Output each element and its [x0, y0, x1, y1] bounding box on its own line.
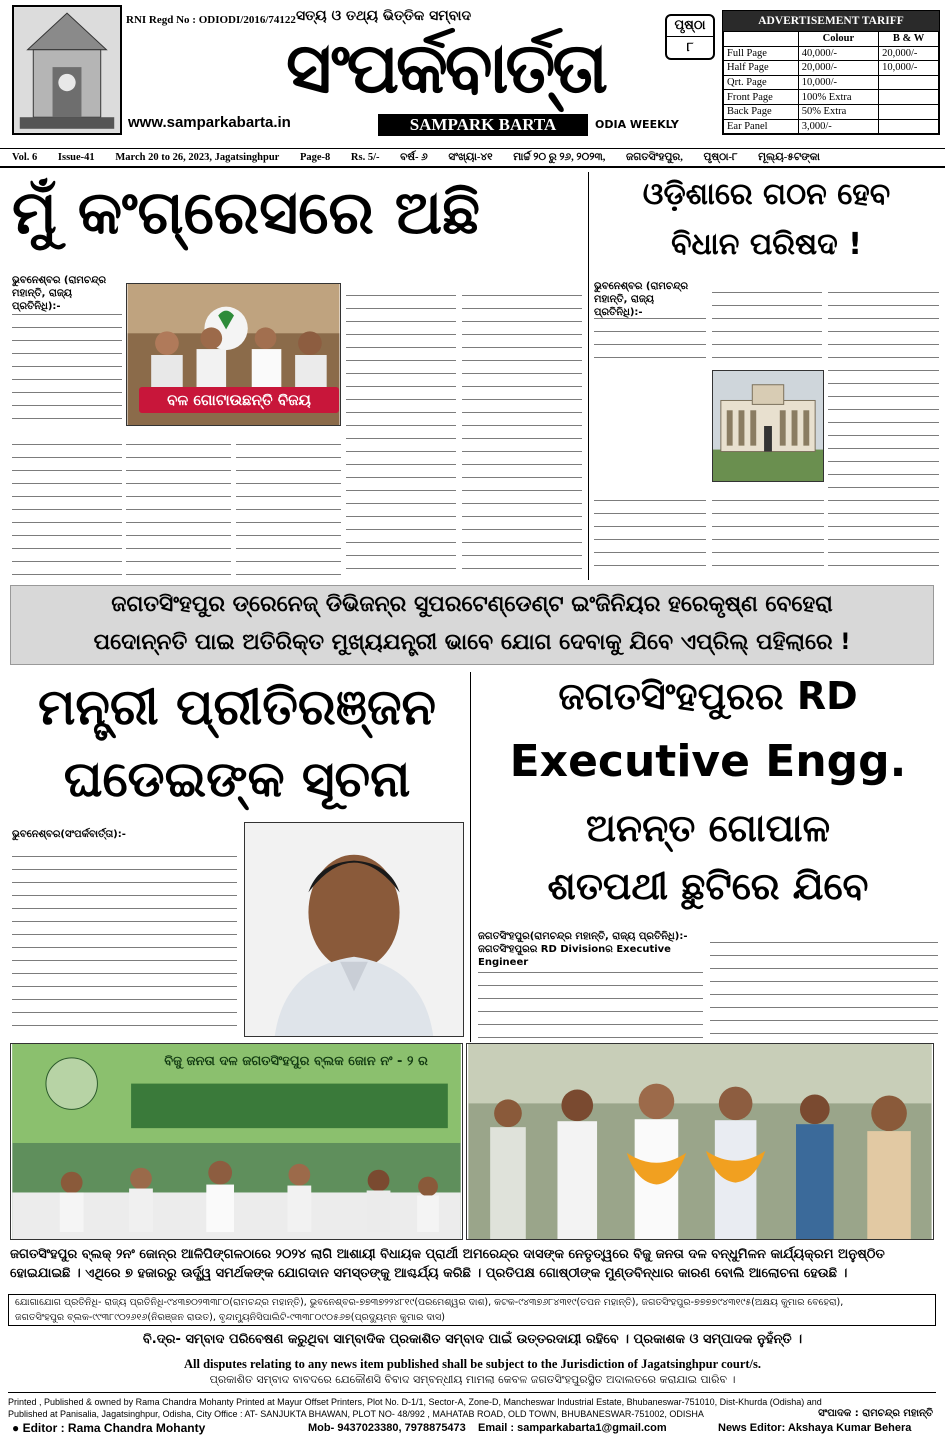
imprint-line2: Published at Panisalia, Jagatsinghpur, Odisha, City Office : AT- SANJUKTA BHAWAN, PLOT NO- 48/992 , MAHATAB ROAD, OLD TOWN, BHUBANESWAR-751002, ODISHA	[8, 1409, 704, 1419]
contact-box	[8, 1294, 936, 1326]
tariff-cell: 10,000/-	[798, 75, 878, 90]
tariff-row	[724, 75, 939, 90]
tariff-row	[724, 90, 939, 105]
story1-body-col4	[346, 283, 456, 578]
tariff-cell: 3,000/-	[798, 119, 878, 134]
slogan: ସତ୍ୟ ଓ ତଥ୍ୟ ଭିତ୍ତିକ ସମ୍ବାଦ	[296, 8, 472, 24]
temple-logo	[12, 5, 122, 135]
tariff-cell: 100% Extra	[798, 90, 878, 105]
tariff-cell: 10,000/-	[879, 61, 939, 76]
story1-body-col2	[126, 432, 231, 582]
story2-body-col5	[712, 488, 824, 578]
page-number-text: Page-8	[299, 152, 331, 163]
story2-body-col4	[594, 488, 706, 578]
story4-headline-line1: ଜଗତସିଂହପୁରର RD	[558, 674, 858, 718]
tariff-cell	[879, 90, 939, 105]
news-editor: News Editor: Akshaya Kumar Behera	[718, 1422, 912, 1434]
tariff-cell: 40,000/-	[798, 46, 878, 61]
column-divider	[588, 172, 589, 580]
story4-body-col2	[710, 930, 938, 1038]
story1-byline: ଭୁବନେଶ୍ବର (ରାମଚନ୍ଦ୍ର ମହାନ୍ତି, ରାଜ୍ୟ ପ୍ରତିନିଧି):-	[12, 275, 107, 312]
story1-photo	[126, 283, 341, 426]
story1-photo-caption: ବଳ ଗୋଟାଉଛନ୍ତି ବିଜୟ	[139, 387, 339, 413]
editor-odia: ସଂପାଦକ : ରାମଚନ୍ଦ୍ର ମହାନ୍ତି	[818, 1408, 933, 1419]
tariff-header: Colour	[798, 32, 878, 47]
tariff-cell: Front Page	[724, 90, 799, 105]
story4-byline: ଜଗତସିଂହପୁର(ରାମଚନ୍ଦ୍ର ମହାନ୍ତି, ରାଜ୍ୟ ପ୍ରତିନିଧି):- ଜଗତସିଂହପୁରର RD Divisionର Executive Engineer	[478, 931, 688, 968]
tariff-cell: Half Page	[724, 61, 799, 76]
story2-body-col3	[828, 280, 939, 578]
story4-body-col1	[478, 960, 703, 1038]
imprint	[8, 1392, 936, 1420]
tariff-cell: Qrt. Page	[724, 75, 799, 90]
banner-line1: ଜଗତସିଂହପୁର ଡ୍ରେନେଜ୍ ଡିଭିଜନ୍‌ର ସୁପରଟେଣ୍ଡେଣ୍ଟ ଇଂଜିନିୟର ହରେକୃଷ୍ଣ ବେହେରା	[111, 592, 833, 617]
story2-headline-line2: ବିଧାନ ପରିଷଦ !	[671, 227, 862, 262]
column-divider	[470, 672, 471, 1042]
editor-name: ● Editor : Rama Chandra Mohanty	[12, 1421, 206, 1435]
contacts-line2: ଜଗତସିଂହପୁର ବ୍ଲକ-୯୯୩୮୯୦୨୬୧୬(ନିରଞ୍ଜନ ରାଉତ), ବୃନ୍ଦାମ୍ୟୁନିସିପାଲିଟି-୯୩୩୮୦୯୦୫୬୭(ପ୍ରଦ୍ୟୁମ୍ନ କୁମାର ଦାସ)	[15, 1312, 445, 1323]
tariff-row	[724, 119, 939, 134]
odia-page: ପୃଷ୍ଠା-୮	[703, 152, 738, 163]
tariff-row	[724, 104, 939, 119]
story3-byline: ଭୁବନେଶ୍ବର(ସଂପର୍କବାର୍ତ୍ତା):-	[12, 829, 126, 840]
odia-place: ଜଗତସିଂହପୁର,	[625, 152, 683, 163]
volume: Vol. 6	[12, 152, 38, 163]
tariff-cell	[879, 75, 939, 90]
tariff-row	[724, 46, 939, 61]
tariff-cell: 20,000/-	[798, 61, 878, 76]
story1-headline: ମୁଁ କଂଗ୍ରେସରେ ଅଛି	[12, 178, 481, 248]
odia-volume: ବର୍ଷ- ୬	[400, 152, 428, 163]
odia-issue: ସଂଖ୍ୟା-୪୧	[448, 152, 493, 163]
price: Rs. 5/-	[350, 152, 380, 163]
page-number: ୮	[686, 40, 694, 55]
email-address[interactable]: Email : samparkabarta1@gmail.com	[478, 1422, 667, 1434]
tariff-cell: 20,000/-	[879, 46, 939, 61]
tariff-cell: Ear Panel	[724, 119, 799, 134]
tariff-row	[724, 61, 939, 76]
website-link[interactable]: www.samparkabarta.in	[128, 114, 291, 131]
jurisdiction-disclaimer: All disputes relating to any news item published shall be subject to the Jurisdiction of Jagatsinghpur court/s.	[183, 1357, 762, 1371]
odia-date: ମାର୍ଚ୍ଚ ୨୦ ରୁ ୨୬, ୨୦୨୩,	[513, 152, 606, 163]
newspaper-title: ସଂପର୍କବାର୍ତ୍ତା	[286, 27, 605, 109]
minister-portrait	[244, 822, 464, 1037]
temple-emblem-icon	[14, 7, 120, 133]
contacts-line1: ଯୋଗାଯୋଗ ପ୍ରତିନିଧି- ରାଜ୍ୟ ପ୍ରତିନିଧି-୯୪୩୭୦୨୩୩୮୦(ରାମଚନ୍ଦ୍ର ମହାନ୍ତି), ଭୁବନେଶ୍ବର-୭୭୩୭୨୨୪୮୧୯(ପରମେଶ୍ୱର ଦାଶ), କଟକ-୯୪୩୭୬୮୪୩୧୯(ତପନ ମହାନ୍ତି), ଜଗତସିଂହପୁର-୭୭୭୭୯୪୩୧୯୫(ଅକ୍ଷୟ କୁମାର ବେହେରା),	[15, 1297, 844, 1308]
page-badge	[665, 14, 715, 60]
tariff-cell: Back Page	[724, 104, 799, 119]
story1-body-col5	[462, 283, 582, 578]
footer-row	[8, 1418, 936, 1438]
story2-body-col1	[594, 306, 706, 366]
edition-type: ODIA WEEKLY	[595, 118, 679, 131]
tariff-cell: 50% Extra	[798, 104, 878, 119]
tariff-cell	[879, 119, 939, 134]
bjd-rally-photo	[466, 1043, 934, 1240]
story1-body-col1b	[12, 432, 122, 582]
rni-number: RNI Regd No : ODIODI/2016/74122	[126, 14, 296, 26]
story4-headline-line2: Executive Engg.	[509, 736, 907, 787]
tariff-title: ADVERTISEMENT TARIFF	[723, 11, 939, 31]
story4-headline-line4: ଶତପଥୀ ଛୁଟିରେ ଯିବେ	[547, 864, 869, 908]
page-label: ପୃଷ୍ଠା	[667, 16, 713, 37]
masthead	[0, 0, 945, 142]
story2-byline: ଭୁବନେଶ୍ବର (ରାମଚନ୍ଦ୍ର ମହାନ୍ତି, ରାଜ୍ୟ ପ୍ରତିନିଧି):-	[594, 281, 689, 318]
ad-tariff-table	[722, 10, 940, 135]
story1-body-col3	[236, 432, 341, 582]
issue-date: March 20 to 26, 2023, Jagatsinghpur	[115, 152, 280, 163]
story3-headline-line2: ଘଡେଇଙ୍କ ସୂଚନା	[63, 750, 411, 808]
issue-info-bar	[0, 148, 945, 168]
banner-line2: ପଦୋନ୍ନତି ପାଇ ଅତିରିକ୍ତ ମୁଖ୍ୟଯନ୍ତ୍ରୀ ଭାବେ ଯୋଗ ଦେବାକୁ ଯିବେ ଏପ୍ରିଲ୍ ପହିଲାରେ !	[93, 630, 851, 655]
bottom-photo-caption: ଜଗତସିଂହପୁର ବ୍ଲକ୍ ୨ନଂ ଜୋନ୍‌ର ଆଳିପିଙ୍ଗଳଠାରେ ୨୦୨୪ ଲାଗି ଆଶାୟୀ ବିଧାୟକ ପ୍ରାର୍ଥୀ ଅମରେନ୍ଦ୍ର ଦାସଙ୍କ ନେତୃତ୍ୱରେ ବିଜୁ ଜନତା ଦଳ ବନ୍ଧୁମିଳନ କାର୍ଯ୍ୟକ୍ରମ ଅନୁଷ୍ଠିତ ହୋଇଯାଇଛି । ଏଥିରେ ୭ ହଜାରରୁ ଊର୍ଦ୍ଧ୍ୱ ସମର୍ଥକଙ୍କ ଯୋଗଦାନ ସମସ୍ତଙ୍କୁ ଆଶ୍ଚର୍ଯ୍ୟ କରିଛି । ପ୍ରତିପକ୍ଷ ଗୋଷ୍ଠୀଙ୍କ ମୁଣ୍ଡବିନ୍ଧାର କାରଣ ବୋଲି ଆଲୋଚନା ହେଉଛି ।	[10, 1247, 885, 1281]
story4-headline-line3: ଅନନ୍ତ ଗୋପାଳ	[585, 806, 831, 850]
mobile-number: Mob- 9437023380, 7978875473	[308, 1422, 466, 1434]
tariff-header	[724, 32, 799, 47]
story3-headline-line1: ମନ୍ତ୍ରୀ ପ୍ରୀତିରଞ୍ଜନ	[37, 678, 436, 736]
newspaper-title-english: SAMPARK BARTA	[378, 114, 588, 136]
story2-headline-line1: ଓଡ଼ିଶାରେ ଗଠନ ହେବ	[642, 177, 891, 212]
story1-body-col1	[12, 302, 122, 427]
tariff-header: B & W	[879, 32, 939, 47]
photo-banner-text: ବିଜୁ ଜନତା ଦଳ ଜଗତସିଂହପୁର ବ୍ଲକ ଜୋନ ନଂ - ୨ ର	[164, 1054, 428, 1069]
jurisdiction-disclaimer-odia: ପ୍ରକାଶିତ ସମ୍ବାଦ ବାବଦରେ ଯେକୌଣସି ବିବାଦ ସମ୍ବନ୍ଧୀୟ ମାମଲା କେବଳ ଜଗତସିଂହପୁରସ୍ଥିତ ଅଦାଲତରେ କରାଯାଇ ପାରିବ ।	[209, 1373, 736, 1386]
imprint-line1: Printed , Published & owned by Rama Chandra Mohanty Printed at Mayur Offset Printers, Plot No. D-1/1, Sector-A, Zone-D, Mancheswar Industrial Estate, Bhubaneswar-751010, Dist-Khurda (Odisha) and	[8, 1397, 822, 1407]
story3-body-col1	[12, 844, 237, 1034]
reporter-disclaimer: ବି.ଦ୍ର- ସମ୍ବାଦ ପରିବେଷଣ କରୁଥିବା ସାମ୍ବାଦିକ ପ୍ରକାଶିତ ସମ୍ବାଦ ପାଇଁ ଉତ୍ତରଦାୟୀ ରହିବେ । ପ୍ରକାଶକ ଓ ସମ୍ପାଦକ ନୁହଁନ୍ତି ।	[142, 1332, 803, 1347]
tariff-cell: Full Page	[724, 46, 799, 61]
story2-assembly-photo	[712, 370, 824, 482]
bjd-meeting-photo	[10, 1043, 463, 1240]
issue-number: Issue-41	[57, 152, 95, 163]
odia-price: ମୂଲ୍ୟ-୫ଟଙ୍କା	[758, 152, 820, 163]
tariff-cell	[879, 104, 939, 119]
news-banner	[10, 585, 934, 665]
story2-body-col2	[712, 280, 822, 365]
